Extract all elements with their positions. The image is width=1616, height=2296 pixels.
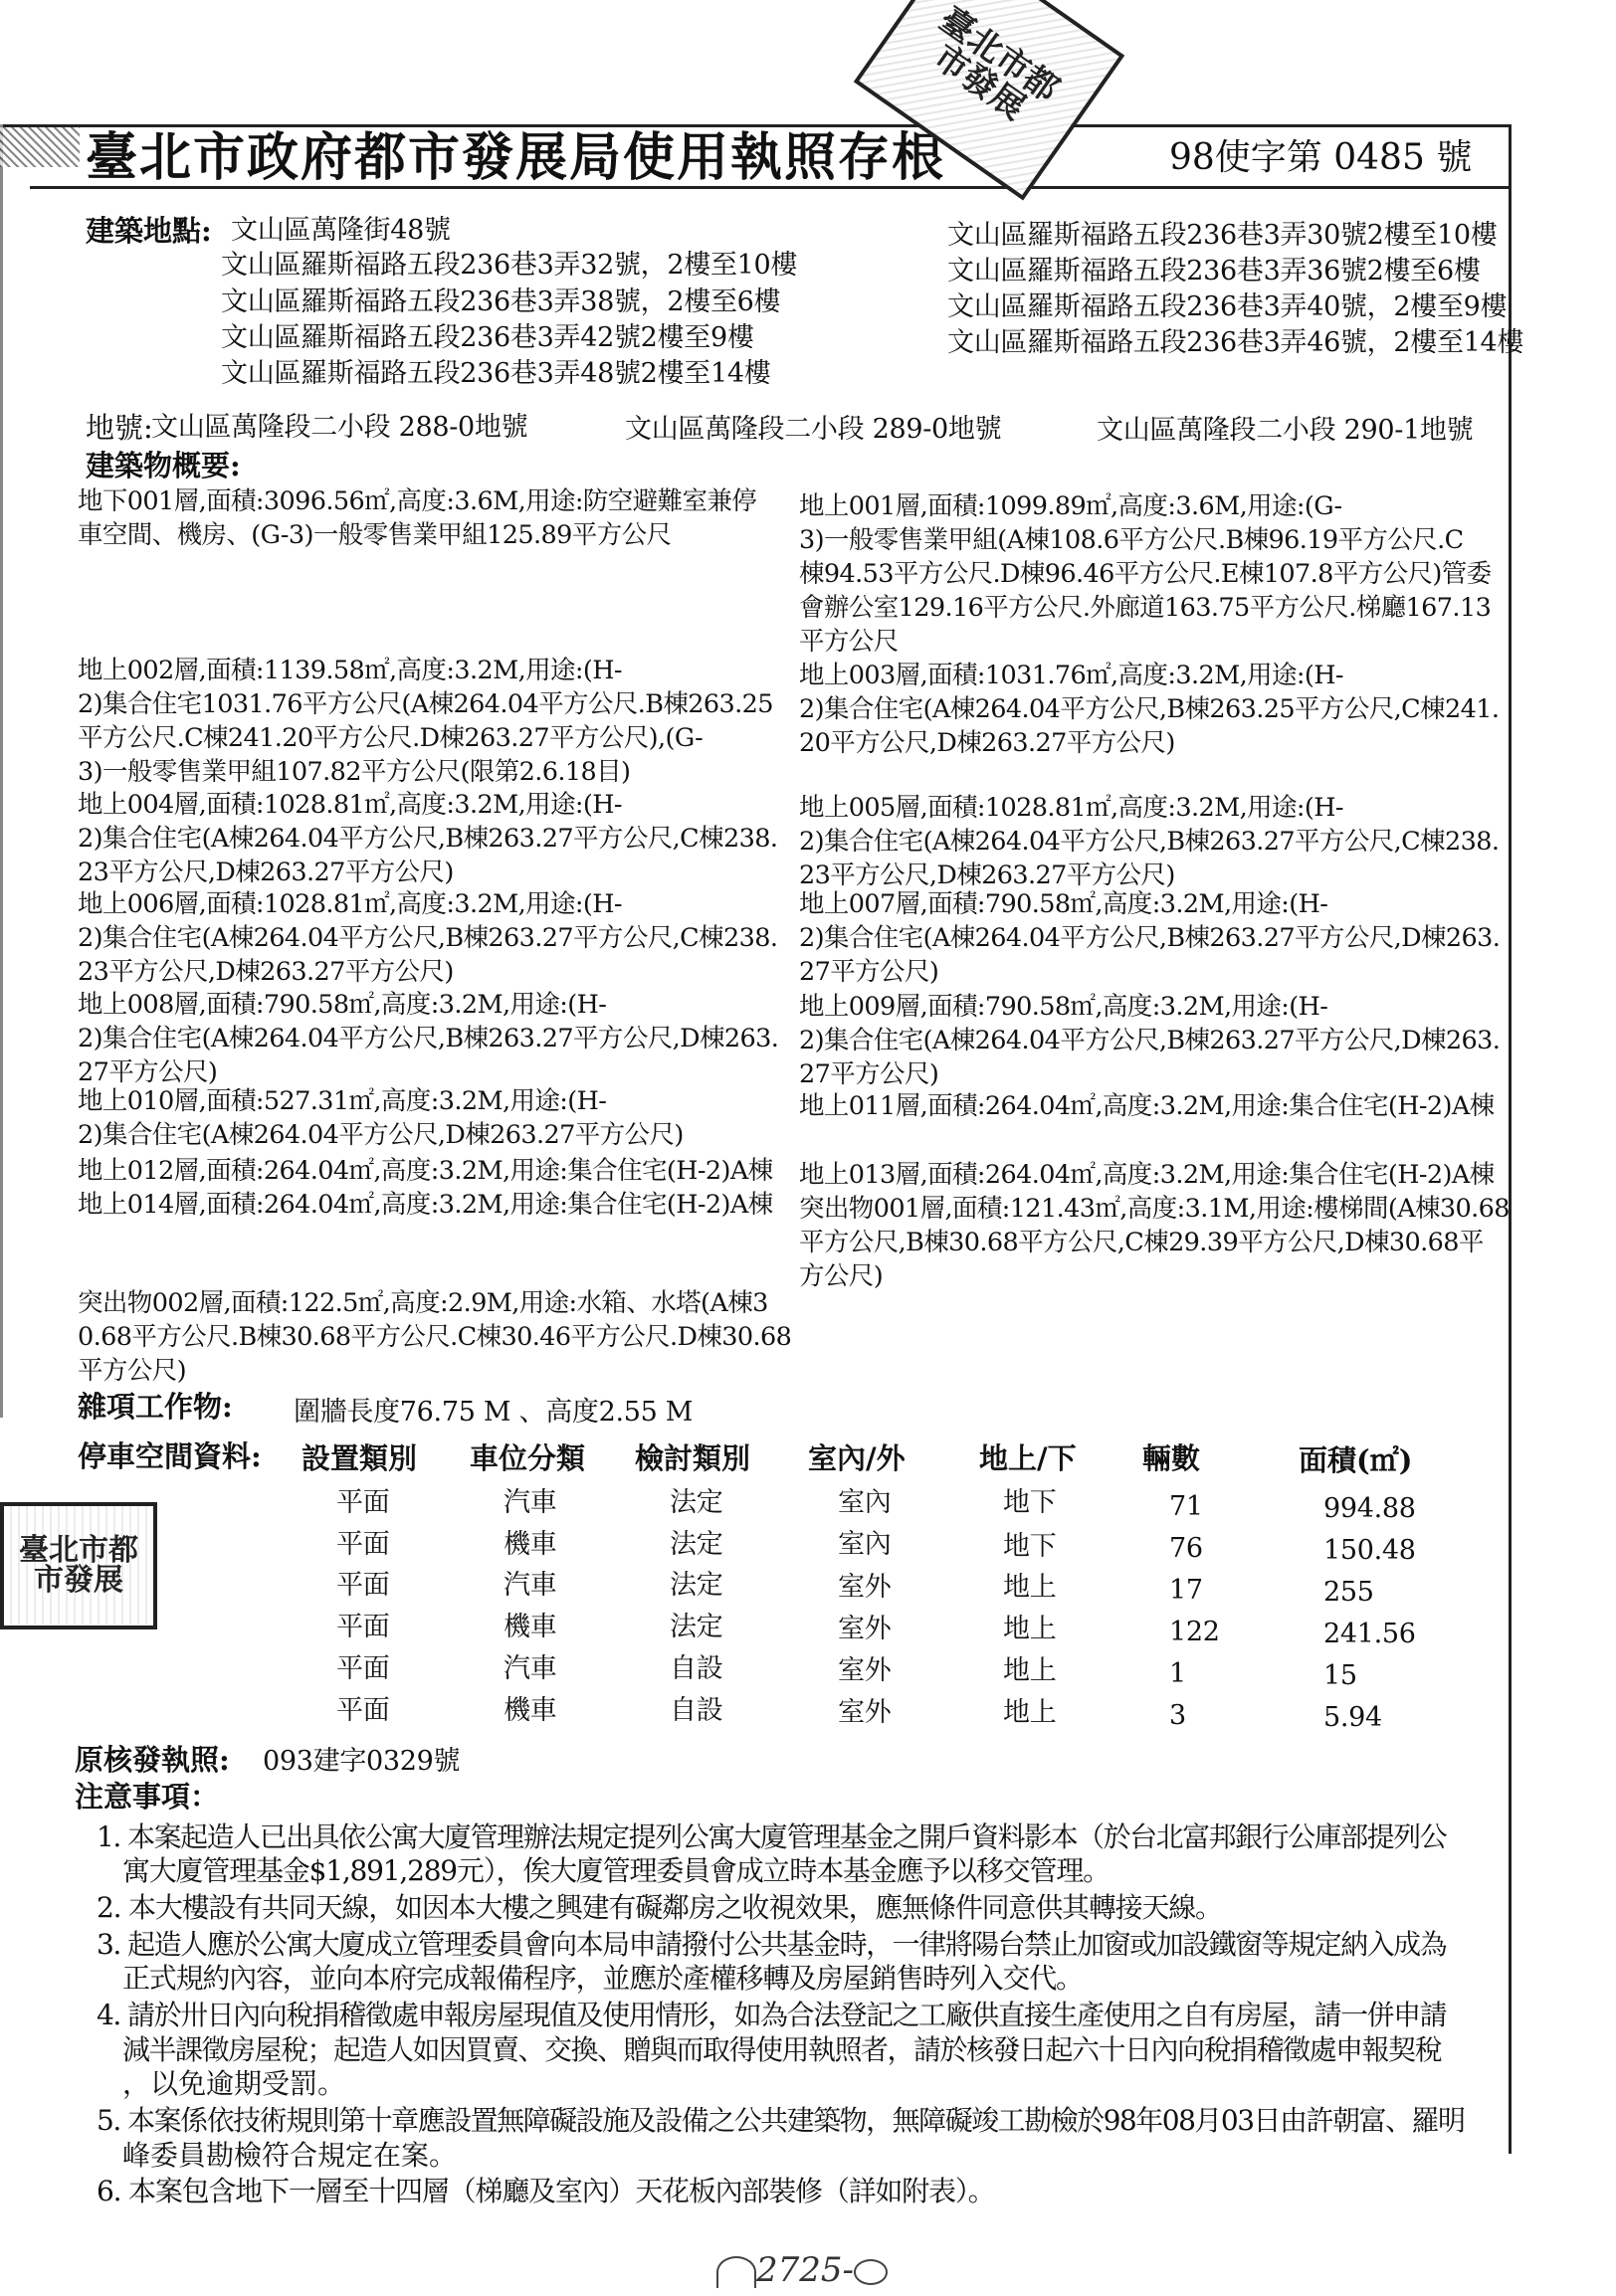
parking-cell: 汽車: [504, 1653, 557, 1684]
lot-value: 文山區萬隆段二小段 288-0地號: [151, 412, 528, 443]
overview-block-9f: 地上009層,面積:790.58㎡,高度:3.2M,用途:(H- 2)集合住宅(A棟264.04平方公尺,B棟263.27平方公尺,D棟263. 27平方公尺): [799, 992, 1501, 1089]
overview-label: 建築物概要:: [86, 449, 241, 482]
parking-cell: 機車: [504, 1529, 557, 1560]
parking-header: 室內/外: [808, 1441, 906, 1475]
parking-cell: 994.88: [1323, 1493, 1416, 1524]
note-line: ，以免逾期受罰。: [122, 2067, 346, 2100]
overview-block-12f-14f: 地上012層,面積:264.04㎡,高度:3.2M,用途:集合住宅(H-2)A棟 地上014層,面積:264.04㎡,高度:3.2M,用途:集合住宅(H-2)A棟: [78, 1156, 773, 1220]
address-left-line: 文山區羅斯福路五段236巷3弄48號2樓至14樓: [221, 358, 771, 389]
parking-cell: 法定: [670, 1487, 723, 1518]
right-border-line: [1509, 124, 1512, 2154]
note-line: 1. 本案起造人已出具依公寓大廈管理辦法規定提列公寓大廈管理基金之開戶資料影本（於台北富邦銀行公庫部提列公: [97, 1820, 1447, 1853]
license-number: 98使字第 0485 號: [1169, 137, 1473, 178]
parking-cell: 室內: [838, 1487, 892, 1518]
footer-stamp-tail: [854, 2259, 888, 2285]
note-line: 6. 本案包含地下一層至十四層（梯廳及室內）天花板內部裝修（詳如附表）。: [97, 2175, 995, 2207]
parking-cell: 地下: [1003, 1531, 1057, 1562]
parking-cell: 法定: [670, 1612, 723, 1642]
header-noise: [0, 127, 80, 167]
parking-header: 地上/下: [979, 1441, 1077, 1475]
parking-header: 檢討類別: [635, 1441, 751, 1475]
lot-value: 文山區萬隆段二小段 290-1地號: [1097, 415, 1474, 446]
parking-cell: 17: [1169, 1575, 1203, 1606]
parking-cell: 255: [1323, 1577, 1374, 1608]
overview-block-8f: 地上008層,面積:790.58㎡,高度:3.2M,用途:(H- 2)集合住宅(A棟264.04平方公尺,B棟263.27平方公尺,D棟263. 27平方公尺): [78, 990, 779, 1087]
note-line: 減半課徵房屋稅；起造人如因買賣、交換、贈與而取得使用執照者，請於核發日起六十日內向稅捐稽徵處申報契稅: [122, 2033, 1442, 2066]
parking-header: 設置類別: [302, 1441, 418, 1475]
official-seal-stamp-left: 臺北市都市發展: [0, 1502, 157, 1629]
overview-block-5f: 地上005層,面積:1028.81㎡,高度:3.2M,用途:(H- 2)集合住宅(A棟264.04平方公尺,B棟263.27平方公尺,C棟238. 23平方公尺,D棟263.27平方公尺): [799, 793, 1500, 890]
overview-block-7f: 地上007層,面積:790.58㎡,高度:3.2M,用途:(H- 2)集合住宅(A棟264.04平方公尺,B棟263.27平方公尺,D棟263. 27平方公尺): [799, 889, 1501, 987]
overview-block-1f: 地上001層,面積:1099.89㎡,高度:3.6M,用途:(G- 3)一般零售業甲組(A棟108.6平方公尺.B棟96.19平方公尺.C 棟94.53平方公尺.D棟96.46平方公尺.E棟107.8平方公尺)管委 會辦公室129.16平方公尺.外廊道163.75平方公尺.梯廳167.13 平方公尺: [799, 491, 1492, 657]
footer-stamp-mark: [716, 2256, 756, 2288]
page-title: 臺北市政府都市發展局使用執照存根: [86, 127, 946, 188]
parking-cell: 汽車: [504, 1487, 557, 1518]
left-edge-mark: [0, 124, 3, 1418]
parking-cell: 1: [1169, 1658, 1186, 1689]
footer-number-stamp: 2725-: [716, 2250, 888, 2290]
parking-cell: 自設: [670, 1653, 723, 1684]
address-label: 建築地點:: [86, 214, 212, 248]
parking-cell: 室外: [838, 1697, 892, 1728]
parking-cell: 3: [1169, 1700, 1186, 1731]
original-license-label: 原核發執照:: [75, 1743, 230, 1777]
address-left-line: 文山區羅斯福路五段236巷3弄32號，2樓至10樓: [221, 250, 798, 281]
parking-header: 車位分類: [470, 1441, 586, 1475]
parking-cell: 地上: [1003, 1572, 1057, 1603]
parking-cell: 241.56: [1323, 1619, 1416, 1649]
overview-block-6f: 地上006層,面積:1028.81㎡,高度:3.2M,用途:(H- 2)集合住宅(A棟264.04平方公尺,B棟263.27平方公尺,C棟238. 23平方公尺,D棟263.27平方公尺): [78, 889, 778, 987]
overview-block-4f: 地上004層,面積:1028.81㎡,高度:3.2M,用途:(H- 2)集合住宅(A棟264.04平方公尺,B棟263.27平方公尺,C棟238. 23平方公尺,D棟263.27平方公尺): [78, 790, 778, 887]
parking-cell: 室外: [838, 1572, 892, 1603]
parking-cell: 平面: [336, 1653, 390, 1684]
address-right-line: 文山區羅斯福路五段236巷3弄30號2樓至10樓: [947, 220, 1498, 251]
parking-cell: 平面: [336, 1487, 390, 1518]
parking-cell: 室內: [838, 1529, 892, 1560]
overview-block-11f: 地上011層,面積:264.04㎡,高度:3.2M,用途:集合住宅(H-2)A棟: [799, 1091, 1495, 1121]
address-left-line: 文山區羅斯福路五段236巷3弄42號2樓至9樓: [221, 322, 754, 353]
parking-cell: 地上: [1003, 1614, 1057, 1644]
parking-cell: 地下: [1003, 1487, 1057, 1518]
address-right-line: 文山區羅斯福路五段236巷3弄46號，2樓至14樓: [947, 327, 1524, 358]
parking-cell: 15: [1323, 1660, 1357, 1691]
parking-cell: 室外: [838, 1655, 892, 1686]
parking-cell: 法定: [670, 1570, 723, 1601]
parking-cell: 平面: [336, 1695, 390, 1726]
note-line: 正式規約內容，並向本府完成報備程序，並應於產權移轉及房屋銷售時列入交代。: [122, 1962, 1083, 1995]
parking-cell: 汽車: [504, 1570, 557, 1601]
parking-cell: 71: [1169, 1491, 1203, 1522]
parking-cell: 法定: [670, 1529, 723, 1560]
parking-cell: 5.94: [1323, 1702, 1382, 1733]
address-right-line: 文山區羅斯福路五段236巷3弄40號，2樓至9樓: [947, 291, 1508, 322]
lot-label: 地號:: [86, 411, 153, 445]
address-left-line: 文山區萬隆街48號: [231, 215, 451, 246]
parking-cell: 平面: [336, 1612, 390, 1642]
parking-cell: 地上: [1003, 1655, 1057, 1686]
parking-cell: 機車: [504, 1612, 557, 1642]
overview-block-10f: 地上010層,面積:527.31㎡,高度:3.2M,用途:(H- 2)集合住宅(A棟264.04平方公尺,D棟263.27平方公尺): [78, 1086, 684, 1150]
official-seal-stamp-top: 臺北市都市發展: [854, 0, 1124, 201]
overview-block-2f: 地上002層,面積:1139.58㎡,高度:3.2M,用途:(H- 2)集合住宅1031.76平方公尺(A棟264.04平方公尺.B棟263.25 平方公尺.C棟241.20平方公尺.D棟263.27平方公尺),(G- 3)一般零售業甲組107.82平方公尺(限第2.6.18目): [78, 656, 773, 787]
overview-block-roof2: 突出物002層,面積:122.5㎡,高度:2.9M,用途:水箱、水塔(A棟3 0.68平方公尺.B棟30.68平方公尺.C棟30.46平方公尺.D棟30.68 平方公尺): [78, 1288, 792, 1386]
parking-cell: 150.48: [1323, 1535, 1416, 1566]
parking-cell: 122: [1169, 1617, 1220, 1647]
note-line: 5. 本案係依技術規則第十章應設置無障礙設施及設備之公共建築物，無障礙竣工勘檢於98年08月03日由許朝富、羅明: [97, 2104, 1465, 2137]
note-line: 寓大廈管理基金$1,891,289元），俟大廈管理委員會成立時本基金應予以移交管理。: [122, 1854, 1110, 1887]
parking-cell: 76: [1169, 1533, 1203, 1564]
parking-cell: 平面: [336, 1570, 390, 1601]
parking-header: 輛數: [1142, 1441, 1201, 1475]
misc-value: 圍牆長度76.75 M 、高度2.55 M: [294, 1397, 694, 1428]
notes-label: 注意事項：: [75, 1780, 220, 1814]
address-left-line: 文山區羅斯福路五段236巷3弄38號，2樓至6樓: [221, 287, 781, 317]
note-line: 峰委員勘檢符合規定在案。: [122, 2139, 458, 2172]
parking-cell: 地上: [1003, 1697, 1057, 1728]
misc-label: 雜項工作物:: [78, 1390, 233, 1424]
note-line: 3. 起造人應於公寓大廈成立管理委員會向本局申請撥付公共基金時，一律將陽台禁止加窗或加設鐵窗等規定納入成為: [97, 1928, 1447, 1961]
parking-header: 面積(㎡): [1299, 1443, 1413, 1477]
parking-cell: 自設: [670, 1695, 723, 1726]
parking-cell: 機車: [504, 1695, 557, 1726]
lot-value: 文山區萬隆段二小段 289-0地號: [625, 414, 1002, 445]
note-line: 2. 本大樓設有共同天線，如因本大樓之興建有礙鄰房之收視效果，應無條件同意供其轉接天線。: [97, 1891, 1222, 1924]
address-right-line: 文山區羅斯福路五段236巷3弄36號2樓至6樓: [947, 256, 1481, 287]
overview-block-13f-roof1: 地上013層,面積:264.04㎡,高度:3.2M,用途:集合住宅(H-2)A棟 突出物001層,面積:121.43㎡,高度:3.1M,用途:樓梯間(A棟30.68 平方公尺,B棟30.68平方公尺,C棟29.39平方公尺,D棟30.68平 方公尺): [799, 1160, 1510, 1291]
original-license-value: 093建字0329號: [263, 1746, 461, 1777]
overview-block-b1: 地下001層,面積:3096.56㎡,高度:3.6M,用途:防空避難室兼停 車空間、機房、(G-3)一般零售業甲組125.89平方公尺: [78, 486, 757, 550]
parking-cell: 平面: [336, 1529, 390, 1560]
parking-cell: 室外: [838, 1614, 892, 1644]
note-line: 4. 請於卅日內向稅捐稽徵處申報房屋現值及使用情形，如為合法登記之工廠供直接生產使用之自有房屋，請一併申請: [97, 1999, 1447, 2031]
parking-label: 停車空間資料:: [78, 1439, 262, 1473]
overview-block-3f: 地上003層,面積:1031.76㎡,高度:3.2M,用途:(H- 2)集合住宅(A棟264.04平方公尺,B棟263.25平方公尺,C棟241. 20平方公尺,D棟263.27平方公尺): [799, 661, 1500, 758]
